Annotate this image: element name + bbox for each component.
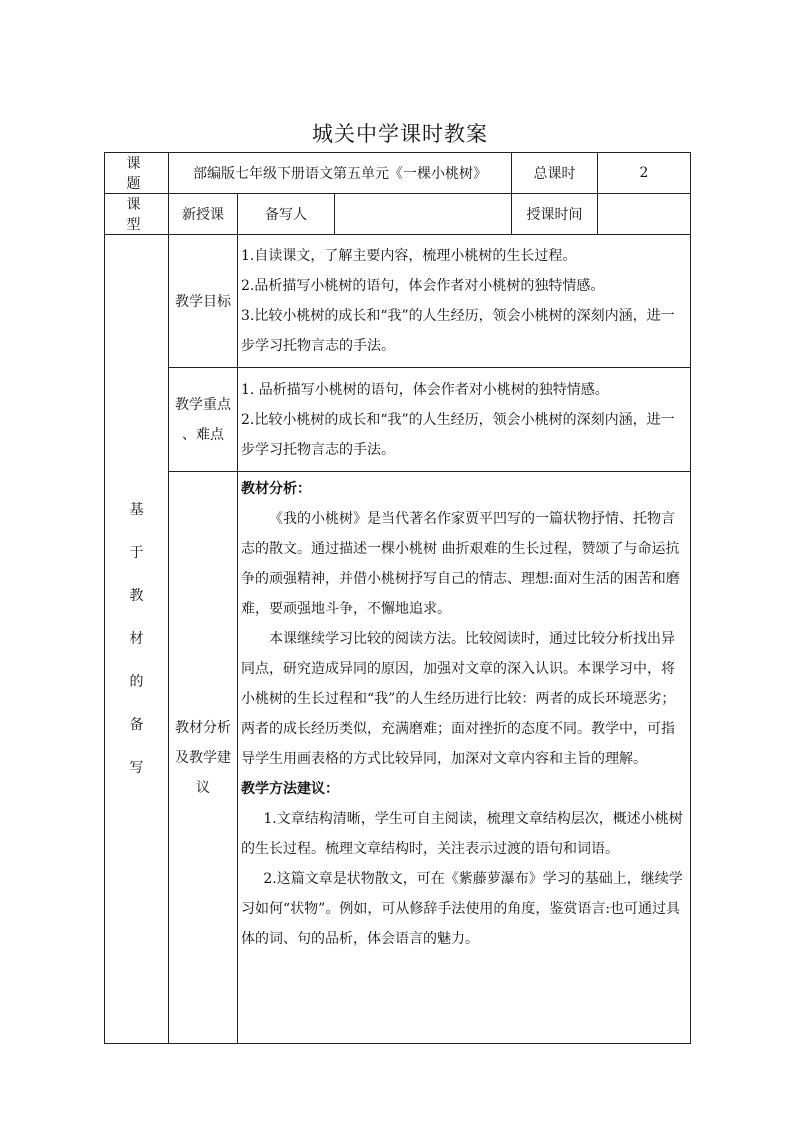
key-points-label xyxy=(169,368,238,472)
method-item: 2.这篇文章是状物散文，可在《紫藤萝瀑布》学习的基础上，继续学习如何“状物”。例如，可从修辞手法使用的角度，鉴赏语言:也可通过具体的词、句的品析，体会语言的魅力。 xyxy=(241,871,683,947)
side-label-char: 的 xyxy=(129,673,144,690)
author-label: 备写人 xyxy=(238,194,335,235)
analysis-paragraph: 《我的小桃树》是当代著名作家贾平凹写的一篇状物抒情、托物言志的散文。通过描述一棵小桃树 曲折艰难的生长过程，赞颂了与命运抗争的顽强精神，并借小桃树抒写自己的情志、理想:面对生活的困苦和磨难，要顽强地斗争，不懈地追求。 xyxy=(241,511,680,617)
key-point-item: 2.比较小桃树的成长和“我”的人生经历，领会小桃树的深刻内涵，进一步学习托物言志的手法。 xyxy=(241,411,675,458)
row-type xyxy=(105,194,691,235)
subject-value: 部编版七年级下册语文第五单元《一棵小桃树》 xyxy=(169,153,512,194)
side-label-char: 基 xyxy=(129,501,144,518)
time-value xyxy=(598,194,691,235)
key-points-content xyxy=(238,368,691,472)
side-label-char: 写 xyxy=(129,759,144,776)
lesson-plan-table xyxy=(104,152,691,1044)
row-key-points xyxy=(105,368,691,472)
key-points-label-line: 教学重点 xyxy=(175,396,231,413)
method-heading: 教学方法建议： xyxy=(241,781,339,797)
analysis-paragraph: 本课继续学习比较的阅读方法。比较阅读时，通过比较分析找出异同点，研究造成异同的原因，加强对文章的深入认识。本课学习中，将小桃树的生长过程和“我”的人生经历进行比较：两者的成长环境恶劣；两者的成长经历类似，充满磨难；面对挫折的态度不同。教学中，可指导学生用画表格的方式比较异同，加深对文章内容和主旨的理解。 xyxy=(241,631,676,767)
author-value xyxy=(335,194,512,235)
side-label xyxy=(105,235,169,1044)
row-subject xyxy=(105,153,691,194)
page-title: 城关中学课时教案 xyxy=(312,122,488,146)
row-analysis xyxy=(105,472,691,1044)
side-label-char: 备 xyxy=(129,716,144,733)
objectives-content xyxy=(238,235,691,368)
objective-item: 2.品析描写小桃树的语句，体会作者对小桃树的独特情感。 xyxy=(241,278,605,294)
side-label-char: 于 xyxy=(129,544,144,561)
type-value: 新授课 xyxy=(169,194,238,235)
subject-label: 课 题 xyxy=(105,153,169,194)
key-points-label-line: 、难点 xyxy=(182,426,224,443)
type-label: 课 型 xyxy=(105,194,169,235)
time-label: 授课时间 xyxy=(512,194,598,235)
method-item: 1.文章结构清晰，学生可自主阅读，梳理文章结构层次，概述小桃树的生长过程。梳理文章结构时，关注表示过渡的语句和词语。 xyxy=(241,811,683,857)
analysis-label: 教材分析及教学建议 xyxy=(169,472,238,1044)
total-hours-value: 2 xyxy=(598,153,691,194)
side-label-char: 材 xyxy=(129,630,144,647)
analysis-content xyxy=(238,472,691,1044)
objective-item: 3.比较小桃树的成长和“我”的人生经历，领会小桃树的深刻内涵，进一步学习托物言志的手法。 xyxy=(241,308,675,354)
total-hours-label: 总课时 xyxy=(512,153,598,194)
row-objectives xyxy=(105,235,691,368)
side-label-char: 教 xyxy=(129,587,144,604)
objectives-label: 教学目标 xyxy=(169,235,238,368)
objective-item: 1.自读课文，了解主要内容，梳理小桃树的生长过程。 xyxy=(241,248,577,264)
analysis-heading: 教材分析： xyxy=(241,481,311,497)
key-point-item: 1. 品析描写小桃树的语句，体会作者对小桃树的独特情感。 xyxy=(241,381,609,398)
